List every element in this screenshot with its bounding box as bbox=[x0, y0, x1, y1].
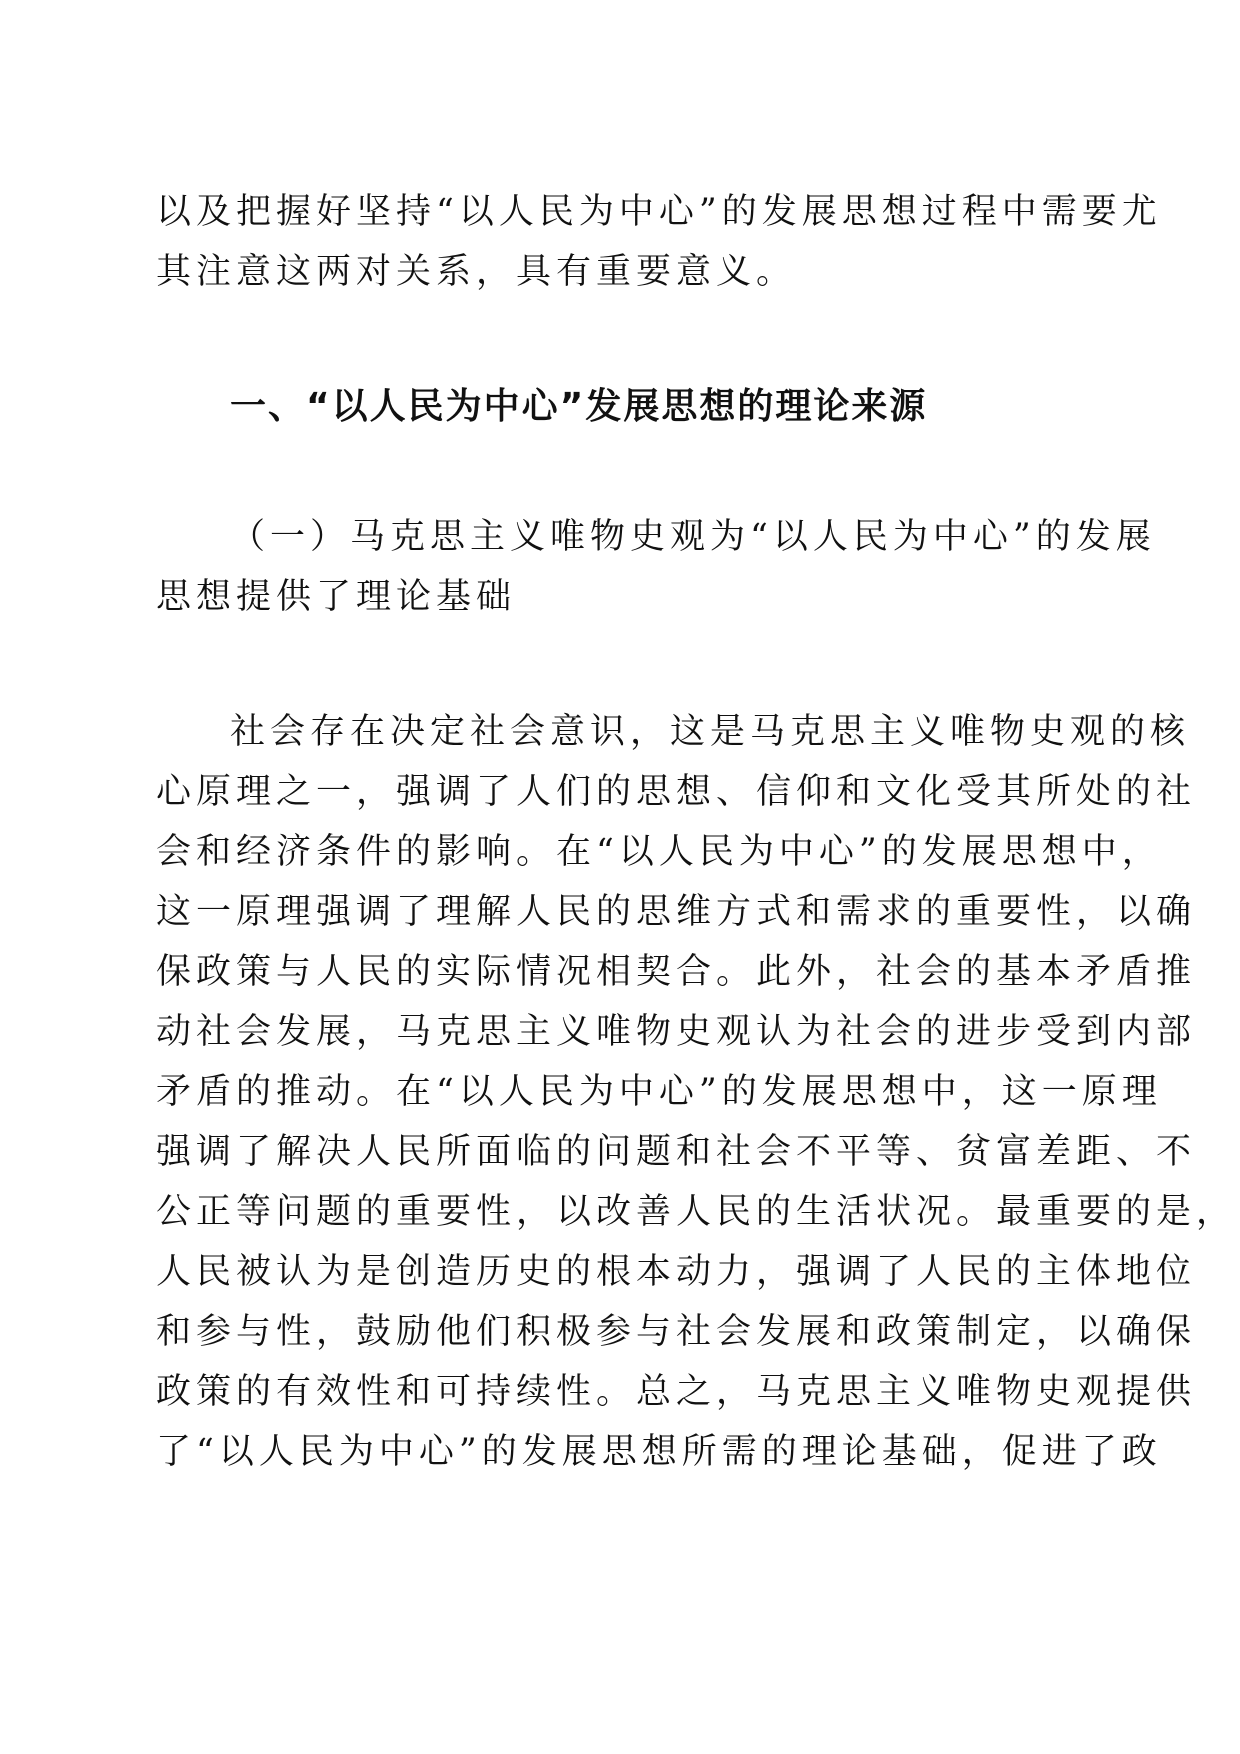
body-line: 强调了解决人民所面临的问题和社会不平等、贫富差距、不 bbox=[156, 1132, 1197, 1172]
body-line: 会和经济条件的影响。在“以人民为中心”的发展思想中， bbox=[156, 832, 1162, 872]
body-line: 保政策与人民的实际情况相契合。此外，社会的基本矛盾推 bbox=[156, 952, 1197, 992]
body-line: 矛盾的推动。在“以人民为中心”的发展思想中，这一原理 bbox=[156, 1072, 1162, 1112]
section-heading: 一、“以人民为中心”发展思想的理论来源 bbox=[230, 386, 928, 427]
body-line: 心原理之一，强调了人们的思想、信仰和文化受其所处的社 bbox=[156, 772, 1197, 812]
body-line: 政策的有效性和可持续性。总之，马克思主义唯物史观提供 bbox=[156, 1372, 1197, 1412]
subsection-heading-line: （一）马克思主义唯物史观为“以人民为中心”的发展 bbox=[230, 517, 1156, 557]
body-line: 动社会发展，马克思主义唯物史观认为社会的进步受到内部 bbox=[156, 1012, 1197, 1052]
body-line: 公正等问题的重要性，以改善人民的生活状况。最重要的是， bbox=[156, 1192, 1237, 1232]
body-line: 和参与性，鼓励他们积极参与社会发展和政策制定，以确保 bbox=[156, 1312, 1197, 1352]
body-line: 人民被认为是创造历史的根本动力，强调了人民的主体地位 bbox=[156, 1252, 1197, 1292]
body-line: 了“以人民为中心”的发展思想所需的理论基础，促进了政 bbox=[156, 1432, 1162, 1472]
intro-line: 其注意这两对关系，具有重要意义。 bbox=[156, 252, 797, 292]
body-line: 社会存在决定社会意识，这是马克思主义唯物史观的核 bbox=[230, 712, 1191, 752]
body-line: 这一原理强调了理解人民的思维方式和需求的重要性，以确 bbox=[156, 892, 1197, 932]
subsection-heading-line: 思想提供了理论基础 bbox=[156, 577, 517, 617]
intro-line: 以及把握好坚持“以人民为中心”的发展思想过程中需要尤 bbox=[156, 192, 1162, 232]
